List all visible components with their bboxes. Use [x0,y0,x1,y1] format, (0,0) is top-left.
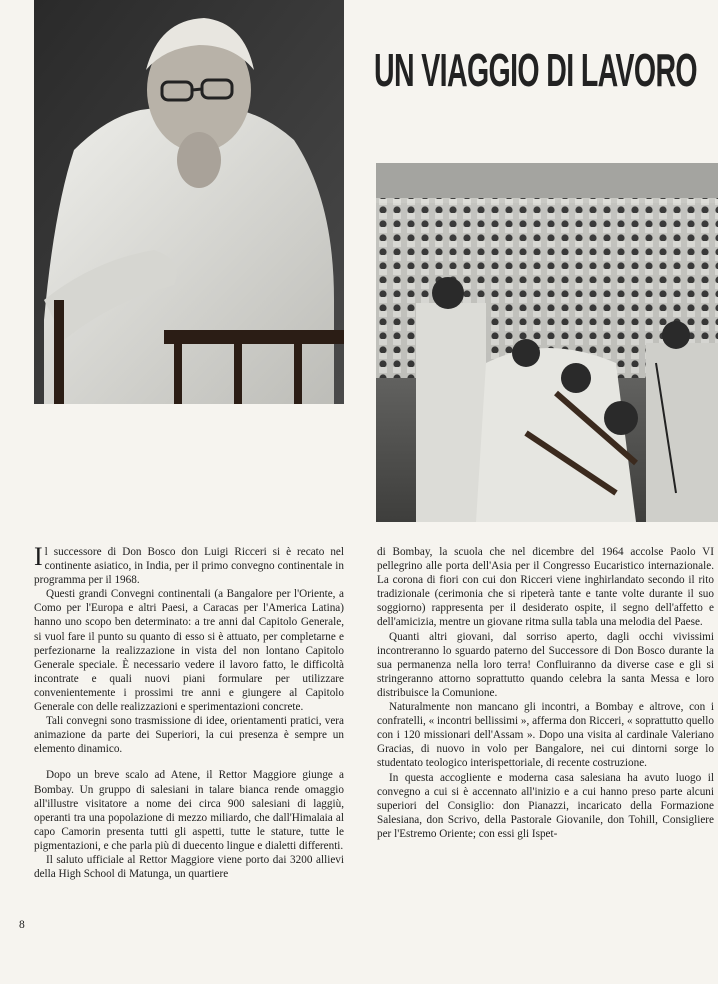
article-column-left [34,542,344,881]
paragraph: Quanti altri giovani, dal sorriso aperto, dagli occhi vivissimi incontreranno lo sguardo paterno del Successore di Don Bosco durante la sua permanenza nella loro terra! Confluiranno da diverse case e gli si stringeranno attorno soprattutto quando celebra la santa Messa e loro distribuisce la Comunione. [377,630,714,699]
paragraph: Questi grandi Convegni continentali (a Bangalore per l'Oriente, a Como per l'Europa e altri Paesi, a Caracas per l'America Latina) hanno uno scopo ben determinato: a tre anni dal Capitolo Generale, si vuol fare il punto su quanto di esso si è attuato, per completarne e perfezionarne la realizzazione in vista del non lontano Capitolo Generale speciale. È necessario vedere il lavoro fatto, le difficoltà incontrate e quali nuovi piani formulare per utilizzare convenientemente i prossimi tre anni e giungere al Capitolo Generale con delle realizzazioni e sperimentazioni concrete. [34,588,344,714]
paragraph: Naturalmente non mancano gli incontri, a Bombay e altrove, con i confratelli, « incontri bellissimi », afferma don Ricceri, « soprattutto quello con i 120 missionari dell'Assam ». Dopo una visita al cardinale Valeriano Gracias, di nuovo in volo per Bangalore, nei cui dintorni sorge lo studentato teologico interispettoriale, di recente costruzione. [377,701,714,770]
article-title: UN VIAGGIO DI LAVORO [374,44,697,96]
page-number: 8 [19,919,25,931]
paragraph: In questa accogliente e moderna casa salesiana ha avuto luogo il convegno a cui si è accennato all'inizio e a cui hanno preso parte alcuni superiori del Consiglio: don Pianazzi, incaricato della Formazione Salesiana, don Scrivo, della Pastorale Giovanile, don Tohill, Consigliere per l'Estremo Oriente; con essi gli Ispet- [377,771,714,840]
paragraph: Il saluto ufficiale al Rettor Maggiore viene porto dai 3200 allievi della High School di Matunga, un quartiere [34,853,344,881]
article-column-right [377,545,714,841]
paragraph [34,542,344,587]
portrait-photo [34,0,344,404]
paragraph: Tali convegni sono trasmissione di idee, orientamenti pratici, vera animazione da parte dei Superiori, la cui presenza è sempre un elemento dinamico. [34,715,344,756]
paragraph-text: l successore di Don Bosco don Luigi Ricceri si è recato nel continente asiatico, in India, per il primo convegno continentale in programma per il 1968. [34,546,344,587]
orchestra-photo [376,163,718,522]
paragraph: di Bombay, la scuola che nel dicembre del 1964 accolse Paolo VI pellegrino alle porta dell'Asia per il Congresso Eucaristico internazionale. La corona di fiori con cui don Ricceri viene inghirlandato secondo il rito tradizionale (cerimonia che si ripeterà tante e tante volte durante il suo soggiorno) rappresenta per il desiderato ospite, il segno dell'affetto e dell'amicizia, mentre un giovane ritma sulla tabla una melodia del Paese. [377,546,714,629]
drop-cap: I [34,542,43,571]
paragraph: Dopo un breve scalo ad Atene, il Rettor Maggiore giunge a Bombay. Un gruppo di salesiani in talare bianca rende omaggio all'illustre visitatore a nome dei circa 900 salesiani di laggiù, operanti tra una popolazione di mezzo miliardo, che dall'Himalaia al capo Camorin presenta tutti gli aspetti, tutte le stature, tutte le pigmentazioni, e che parla più di duecento lingue e dialetti differenti. [34,769,344,852]
